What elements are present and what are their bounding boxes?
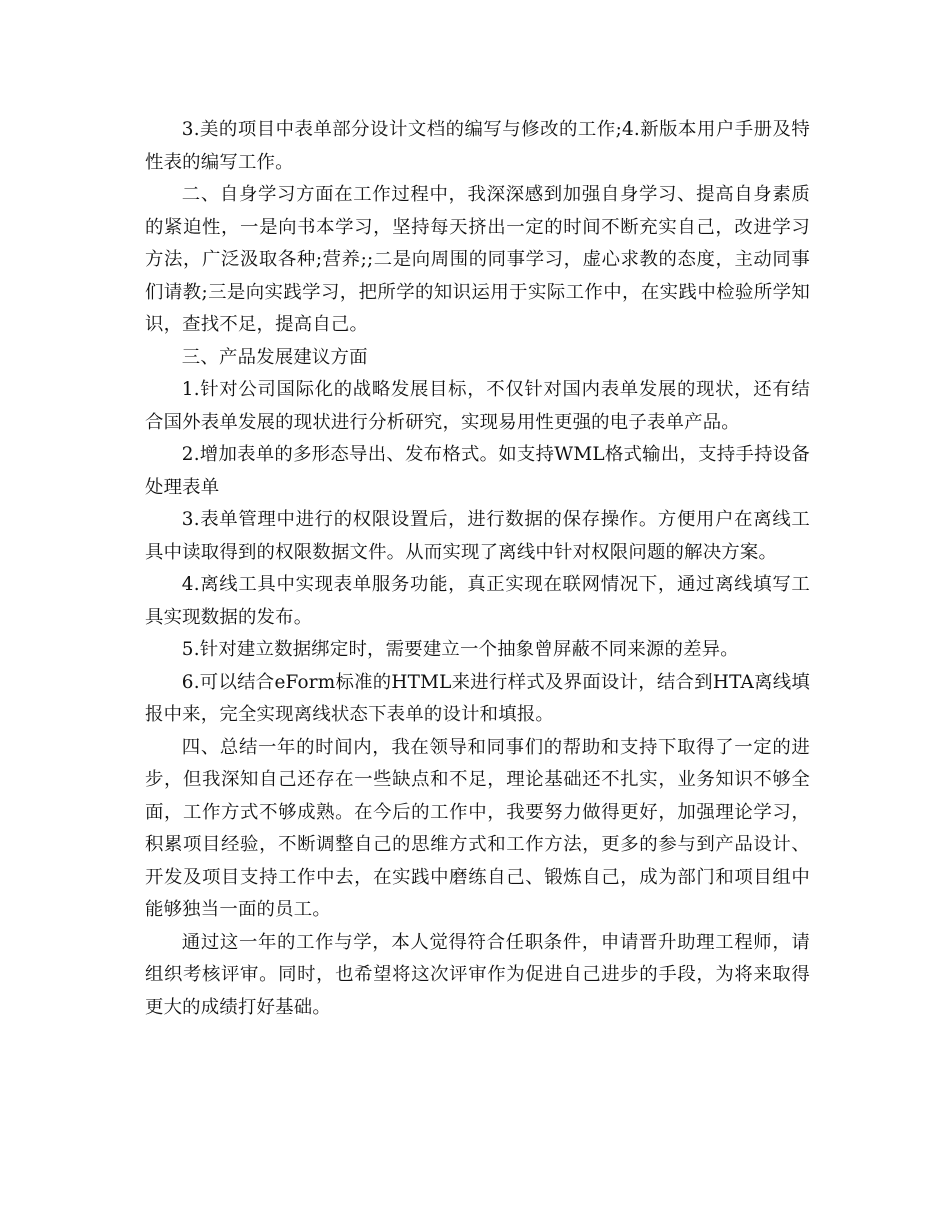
paragraph-suggestion-1: 1.针对公司国际化的战略发展目标，不仅针对国内表单发展的现状，还有结合国外表单发展的现状进行分析研究，实现易用性更强的电子表单产品。 bbox=[145, 379, 810, 433]
paragraph-suggestion-6: 6.可以结合eForm标准的HTML来进行样式及界面设计，结合到HTA离线填报中来，完全实现离线状态下表单的设计和填报。 bbox=[145, 671, 810, 725]
paragraph-project-docs: 3.美的项目中表单部分设计文档的编写与修改的工作;4.新版本用户手册及特性表的编写工作。 bbox=[145, 119, 810, 173]
document-body bbox=[145, 114, 810, 1024]
paragraph-self-study: 二、自身学习方面在工作过程中，我深深感到加强自身学习、提高自身素质的紧迫性，一是向书本学习，坚持每天挤出一定的时间不断充实自己，改进学习方法，广泛汲取各种;营养;;二是向周围的同事学习，虚心求教的态度，主动同事们请教;三是向实践学习，把所学的知识运用于实际工作中，在实践中检验所学知识，查找不足，提高自己。 bbox=[145, 184, 810, 335]
paragraph-summary: 四、总结一年的时间内，我在领导和同事们的帮助和支持下取得了一定的进步，但我深知自己还存在一些缺点和不足，理论基础还不扎实，业务知识不够全面，工作方式不够成熟。在今后的工作中，我要努力做得更好，加强理论学习，积累项目经验，不断调整自己的思维方式和工作方法，更多的参与到产品设计、开发及项目支持工作中去，在实践中磨练自己、锻炼自己，成为部门和项目组中能够独当一面的员工。 bbox=[145, 736, 810, 920]
paragraph-suggestion-3: 3.表单管理中进行的权限设置后，进行数据的保存操作。方便用户在离线工具中读取得到的权限数据文件。从而实现了离线中针对权限问题的解决方案。 bbox=[145, 509, 810, 563]
paragraph-closing: 通过这一年的工作与学，本人觉得符合任职条件，申请晋升助理工程师，请组织考核评审。同时，也希望将这次评审作为促进自己进步的手段，为将来取得更大的成绩打好基础。 bbox=[145, 931, 810, 1018]
paragraph-suggestion-2: 2.增加表单的多形态导出、发布格式。如支持WML格式输出，支持手持设备处理表单 bbox=[145, 444, 810, 498]
paragraph-suggestion-5: 5.针对建立数据绑定时，需要建立一个抽象曾屏蔽不同来源的差异。 bbox=[181, 639, 739, 660]
paragraph-suggestion-4: 4.离线工具中实现表单服务功能，真正实现在联网情况下，通过离线填写工具实现数据的发布。 bbox=[145, 574, 810, 628]
heading-product-suggestions: 三、产品发展建议方面 bbox=[181, 346, 368, 368]
